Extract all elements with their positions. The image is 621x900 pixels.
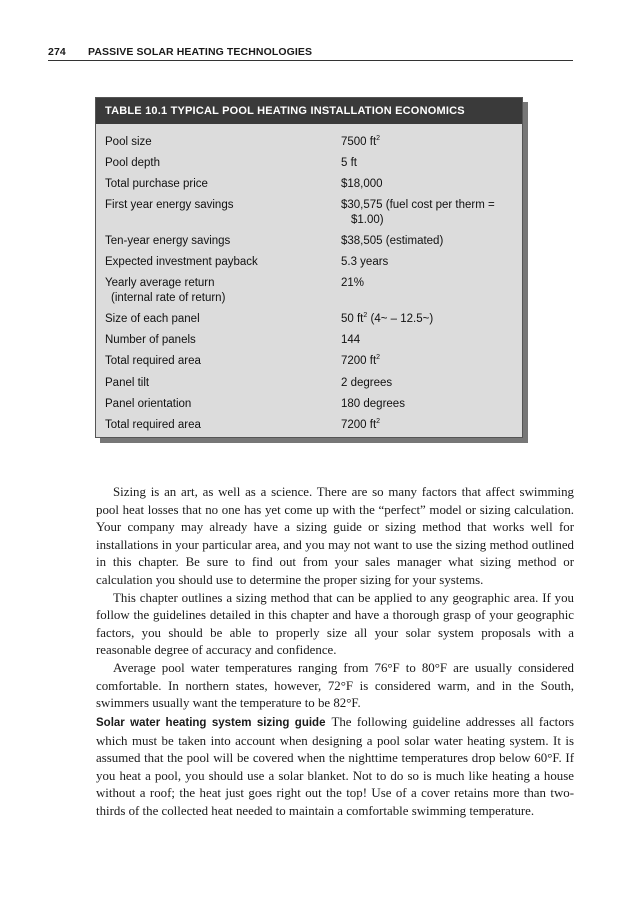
section-sizing-guide (96, 714, 574, 821)
row-label: Panel tilt (105, 377, 150, 389)
paragraph: This chapter outlines a sizing method that can be applied to any geographic area. If you follow the guidelines detailed in this chapter and have a thorough grasp of your geographic factors, you should be able to properly size all your solar system proposals with a reasonable degree of accuracy and confidence. (96, 590, 574, 658)
row-label: Expected investment payback (105, 256, 258, 268)
row-label: Total purchase price (105, 178, 208, 190)
row-label: First year energy savings (105, 199, 234, 211)
section-text: The following guideline addresses all factors which must be taken into account when designing a pool solar water heating system. It is assumed that the pool will be covered when the nighttime temperatures drop below 60°F. If you heat a pool, you should use a solar blanket. Not to do so is much like heating a house without a roof; the heat just goes right out the top! Use of a cover retains more than two-thirds of the collected heat needed to maintain a comfortable swimming temperature. (96, 715, 575, 818)
row-label: Size of each panel (105, 313, 200, 325)
row-value: $30,575 (fuel cost per therm = $1.00) (341, 199, 495, 226)
body-text (96, 484, 574, 713)
paragraph: Sizing is an art, as well as a science. There are so many factors that affect swimming pool heat losses that no one has yet come up with the “perfect” model or sizing calculation. Your company may already have a sizing guide or sizing method that works well for installations in your particular area, and you may not want to use the sizing method outlined in this chapter. Be sure to find out from your sales manager what sizing method or calculation you should use to determine the proper sizing for your systems. (96, 485, 574, 587)
row-label: Yearly average return (internal rate of return) (105, 277, 226, 304)
row-value: $18,000 (341, 178, 383, 190)
row-label: Total required area (105, 355, 201, 367)
row-label: Ten-year energy savings (105, 235, 231, 247)
section-heading: Solar water heating system sizing guide (96, 717, 326, 729)
chapter-title: PASSIVE SOLAR HEATING TECHNOLOGIES (88, 46, 313, 58)
row-value: 7200 $ft^2$ (341, 354, 381, 367)
row-value: 7500 $ft^2$ (341, 135, 381, 148)
row-value: 2 degrees (341, 377, 393, 389)
row-value: 7200 $ft^2$ (341, 418, 381, 431)
row-value: 50 $ft^2$ (4~ – 12.5~) (341, 312, 434, 325)
row-value: $38,505 (estimated) (341, 235, 444, 247)
page-number: 274 (48, 46, 66, 58)
row-value: 5 ft (341, 157, 357, 169)
row-label: Panel orientation (105, 398, 192, 410)
row-label: Number of panels (105, 334, 196, 346)
economics-table (95, 97, 523, 438)
running-head (48, 44, 573, 61)
row-value: 5.3 years (341, 256, 389, 268)
paragraph: Average pool water temperatures ranging from 76°F to 80°F are usually considered comfortable. In northern states, however, 72°F is considered warm, and in the South, swimmers usually want the temperature to be 82°F. (96, 660, 574, 711)
row-label: Total required area (105, 419, 201, 431)
row-value: 180 degrees (341, 398, 405, 410)
row-label: Pool depth (105, 157, 160, 169)
row-value: 144 (341, 334, 361, 346)
table-title: TABLE 10.1 TYPICAL POOL HEATING INSTALLATION ECONOMICS (96, 98, 522, 124)
row-value: 21% (341, 277, 365, 289)
paragraph (96, 714, 574, 821)
row-label: Pool size (105, 136, 152, 148)
